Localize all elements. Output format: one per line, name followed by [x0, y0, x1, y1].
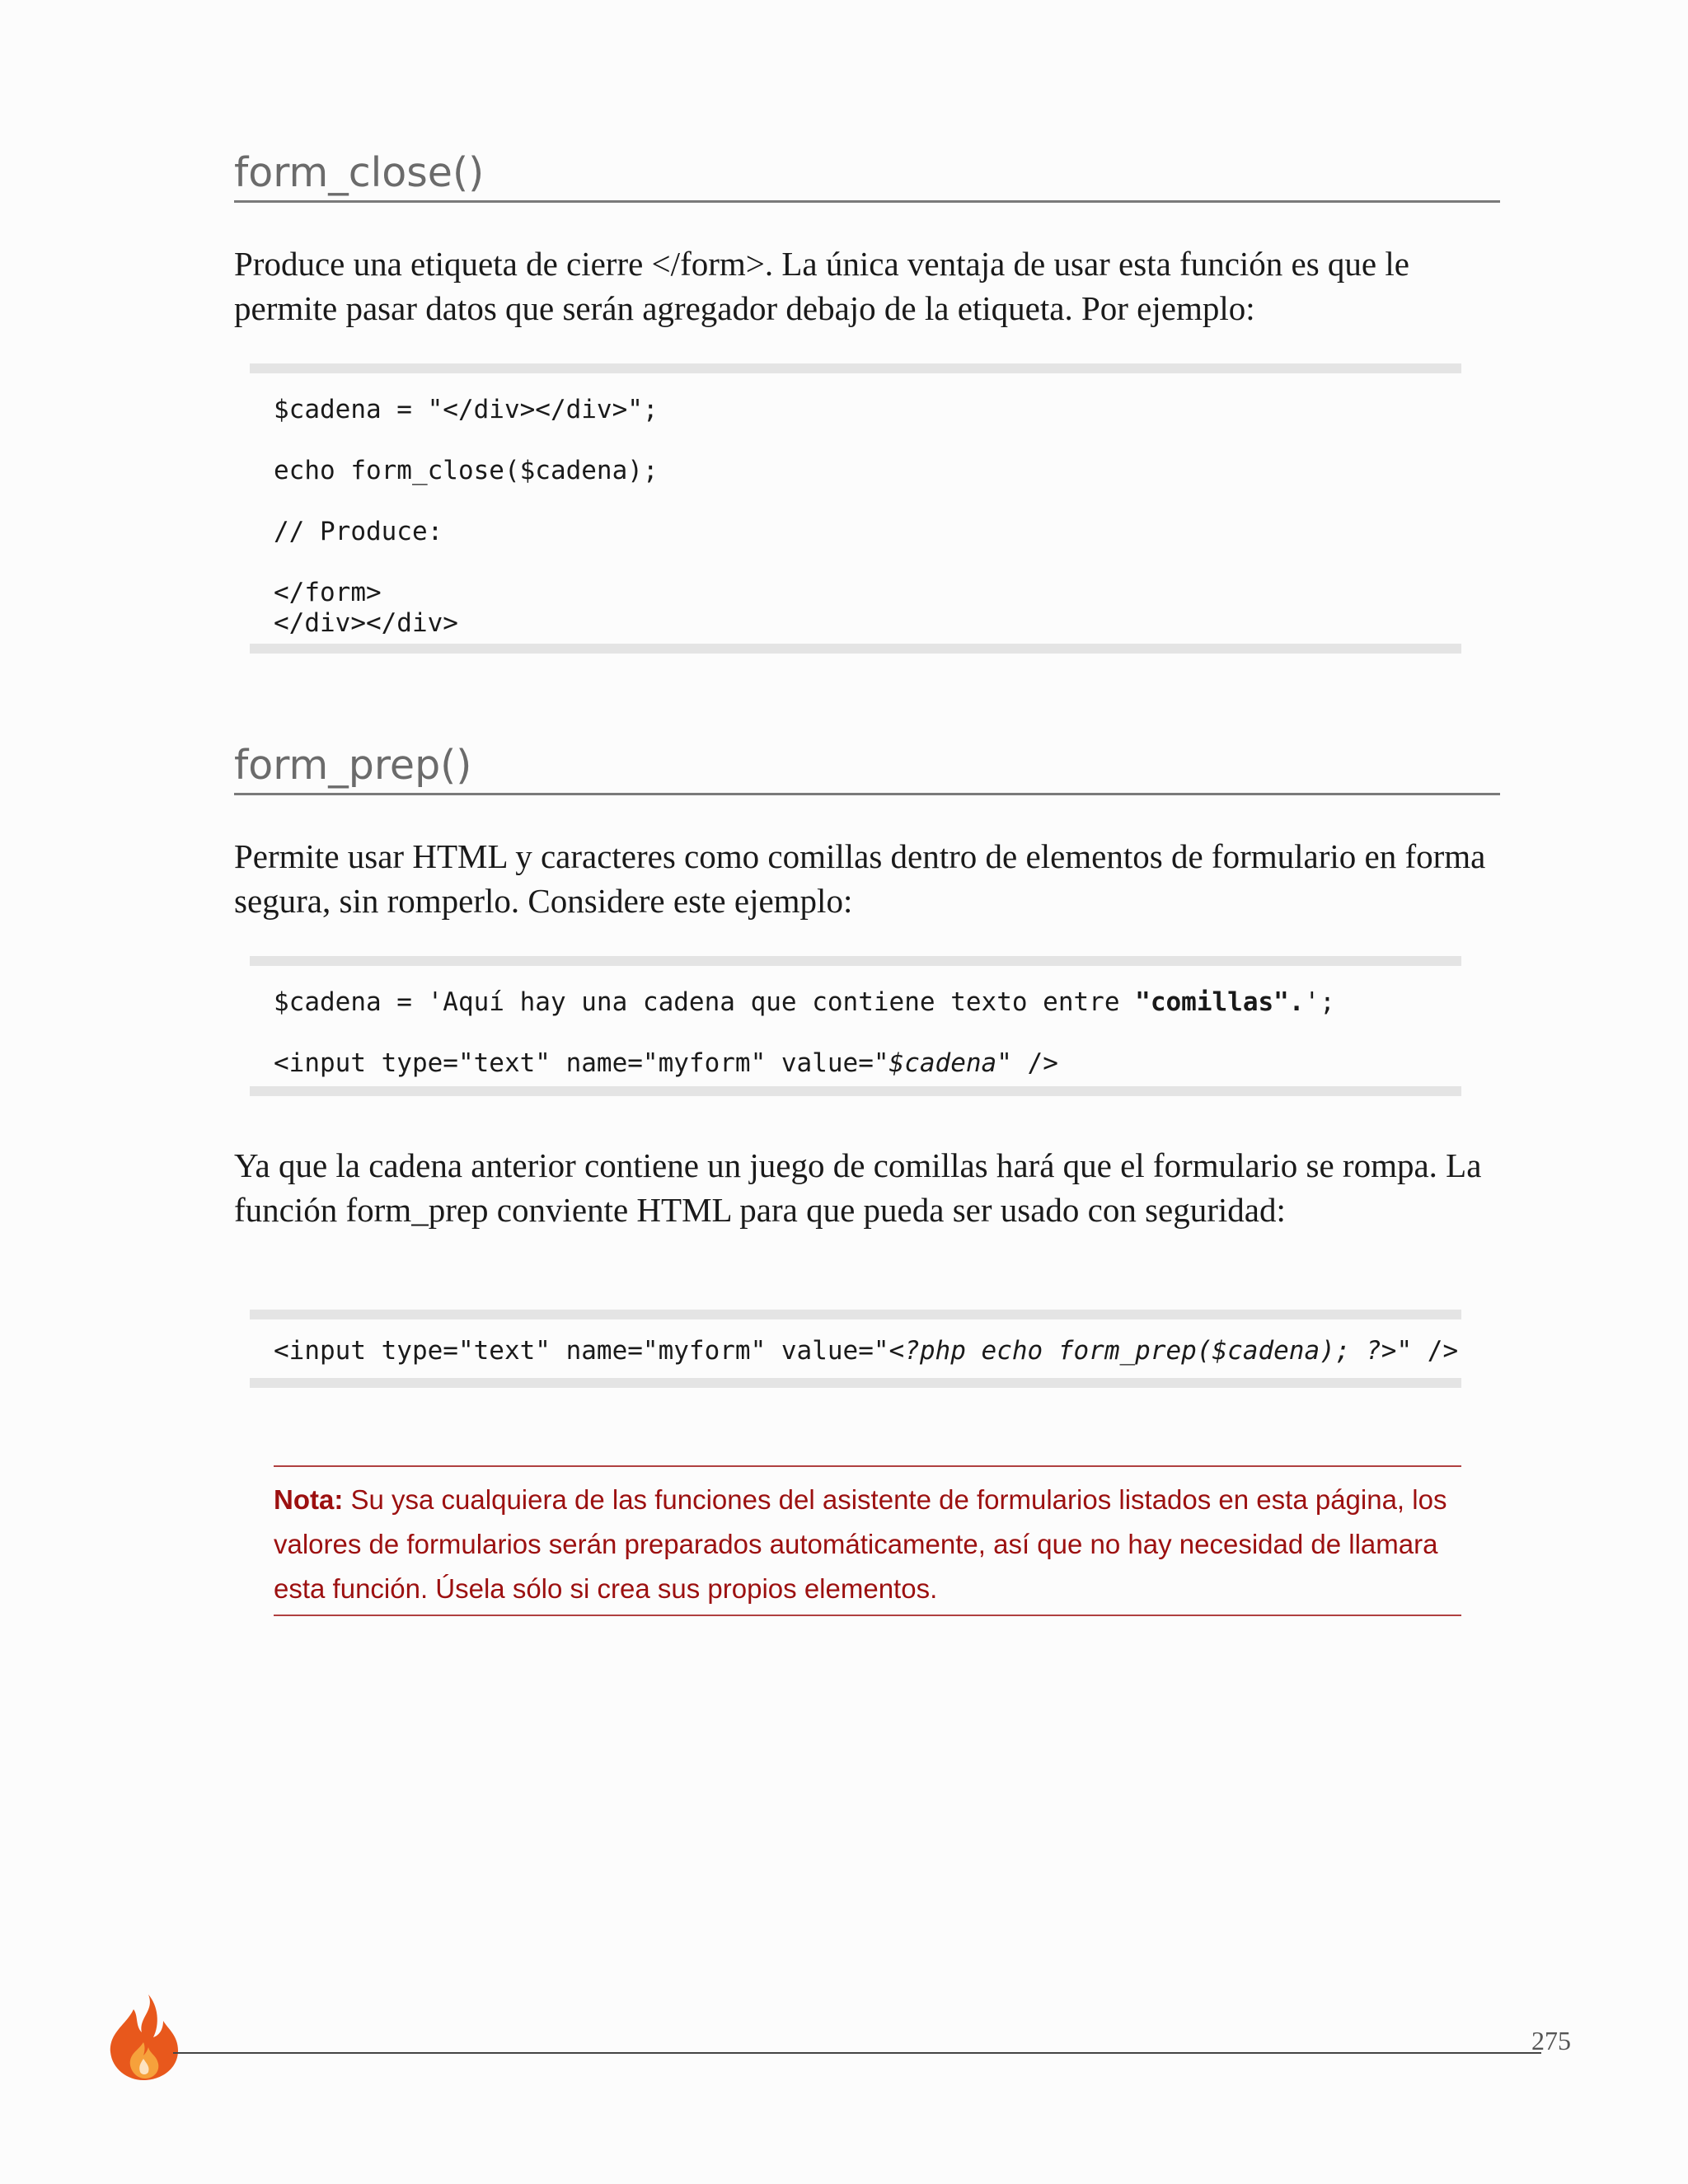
page-number: 275	[1531, 2026, 1571, 2055]
section-heading-form-prep: form_prep()	[234, 743, 1500, 795]
code-line: </form>	[274, 578, 382, 607]
code-line	[274, 1336, 1461, 1366]
form-prep-example-code-block	[250, 956, 1461, 1096]
code-line: $cadena = "</div></div>";	[274, 395, 659, 424]
code-text-bold: "comillas".	[1135, 987, 1305, 1017]
form-prep-usage-code-block	[250, 1310, 1461, 1388]
codeigniter-flame-icon	[106, 1993, 181, 2082]
code-text-italic: <?php echo form_prep($cadena); ?>	[889, 1336, 1397, 1366]
form-close-code-block	[250, 363, 1461, 654]
note-box	[274, 1465, 1461, 1616]
code-line	[274, 1048, 1461, 1079]
section-heading-form-close: form_close()	[234, 151, 1500, 203]
code-line	[274, 987, 1461, 1018]
code-text: $cadena = 'Aquí hay una cadena que contiene texto entre	[274, 987, 1136, 1017]
code-text: " />	[996, 1048, 1058, 1078]
code-text: <input type="text" name="myform" value="	[274, 1048, 889, 1078]
note-text: Su ysa cualquiera de las funciones del asistente de formularios listados en esta página, los valores de formularios serán preparados automáticamente, así que no hay necesidad de llamara esta función. Úsela sólo si crea sus propios elementos.	[274, 1484, 1447, 1604]
code-text-italic: $cadena	[889, 1048, 997, 1078]
form-prep-description: Permite usar HTML y caracteres como comillas dentro de elementos de formulario en forma segura, sin romperlo. Considere este ejemplo:	[234, 837, 1486, 920]
note-label: Nota:	[274, 1484, 344, 1515]
form-prep-explanation: Ya que la cadena anterior contiene un juego de comillas hará que el formulario se rompa. La función form_prep conviente HTML para que pueda ser usado con seguridad:	[234, 1146, 1482, 1229]
footer-rule	[173, 2052, 1541, 2054]
code-line: // Produce:	[274, 517, 443, 546]
code-text: " />	[1396, 1336, 1459, 1366]
code-text: ';	[1304, 987, 1335, 1017]
code-text: <input type="text" name="myform" value="	[274, 1336, 889, 1366]
code-line: echo form_close($cadena);	[274, 456, 659, 485]
form-close-description: Produce una etiqueta de cierre </form>. La única ventaja de usar esta función es que le permite pasar datos que serán agregador debajo de la etiqueta. Por ejemplo:	[234, 245, 1409, 327]
code-line: </div></div>	[274, 608, 458, 638]
